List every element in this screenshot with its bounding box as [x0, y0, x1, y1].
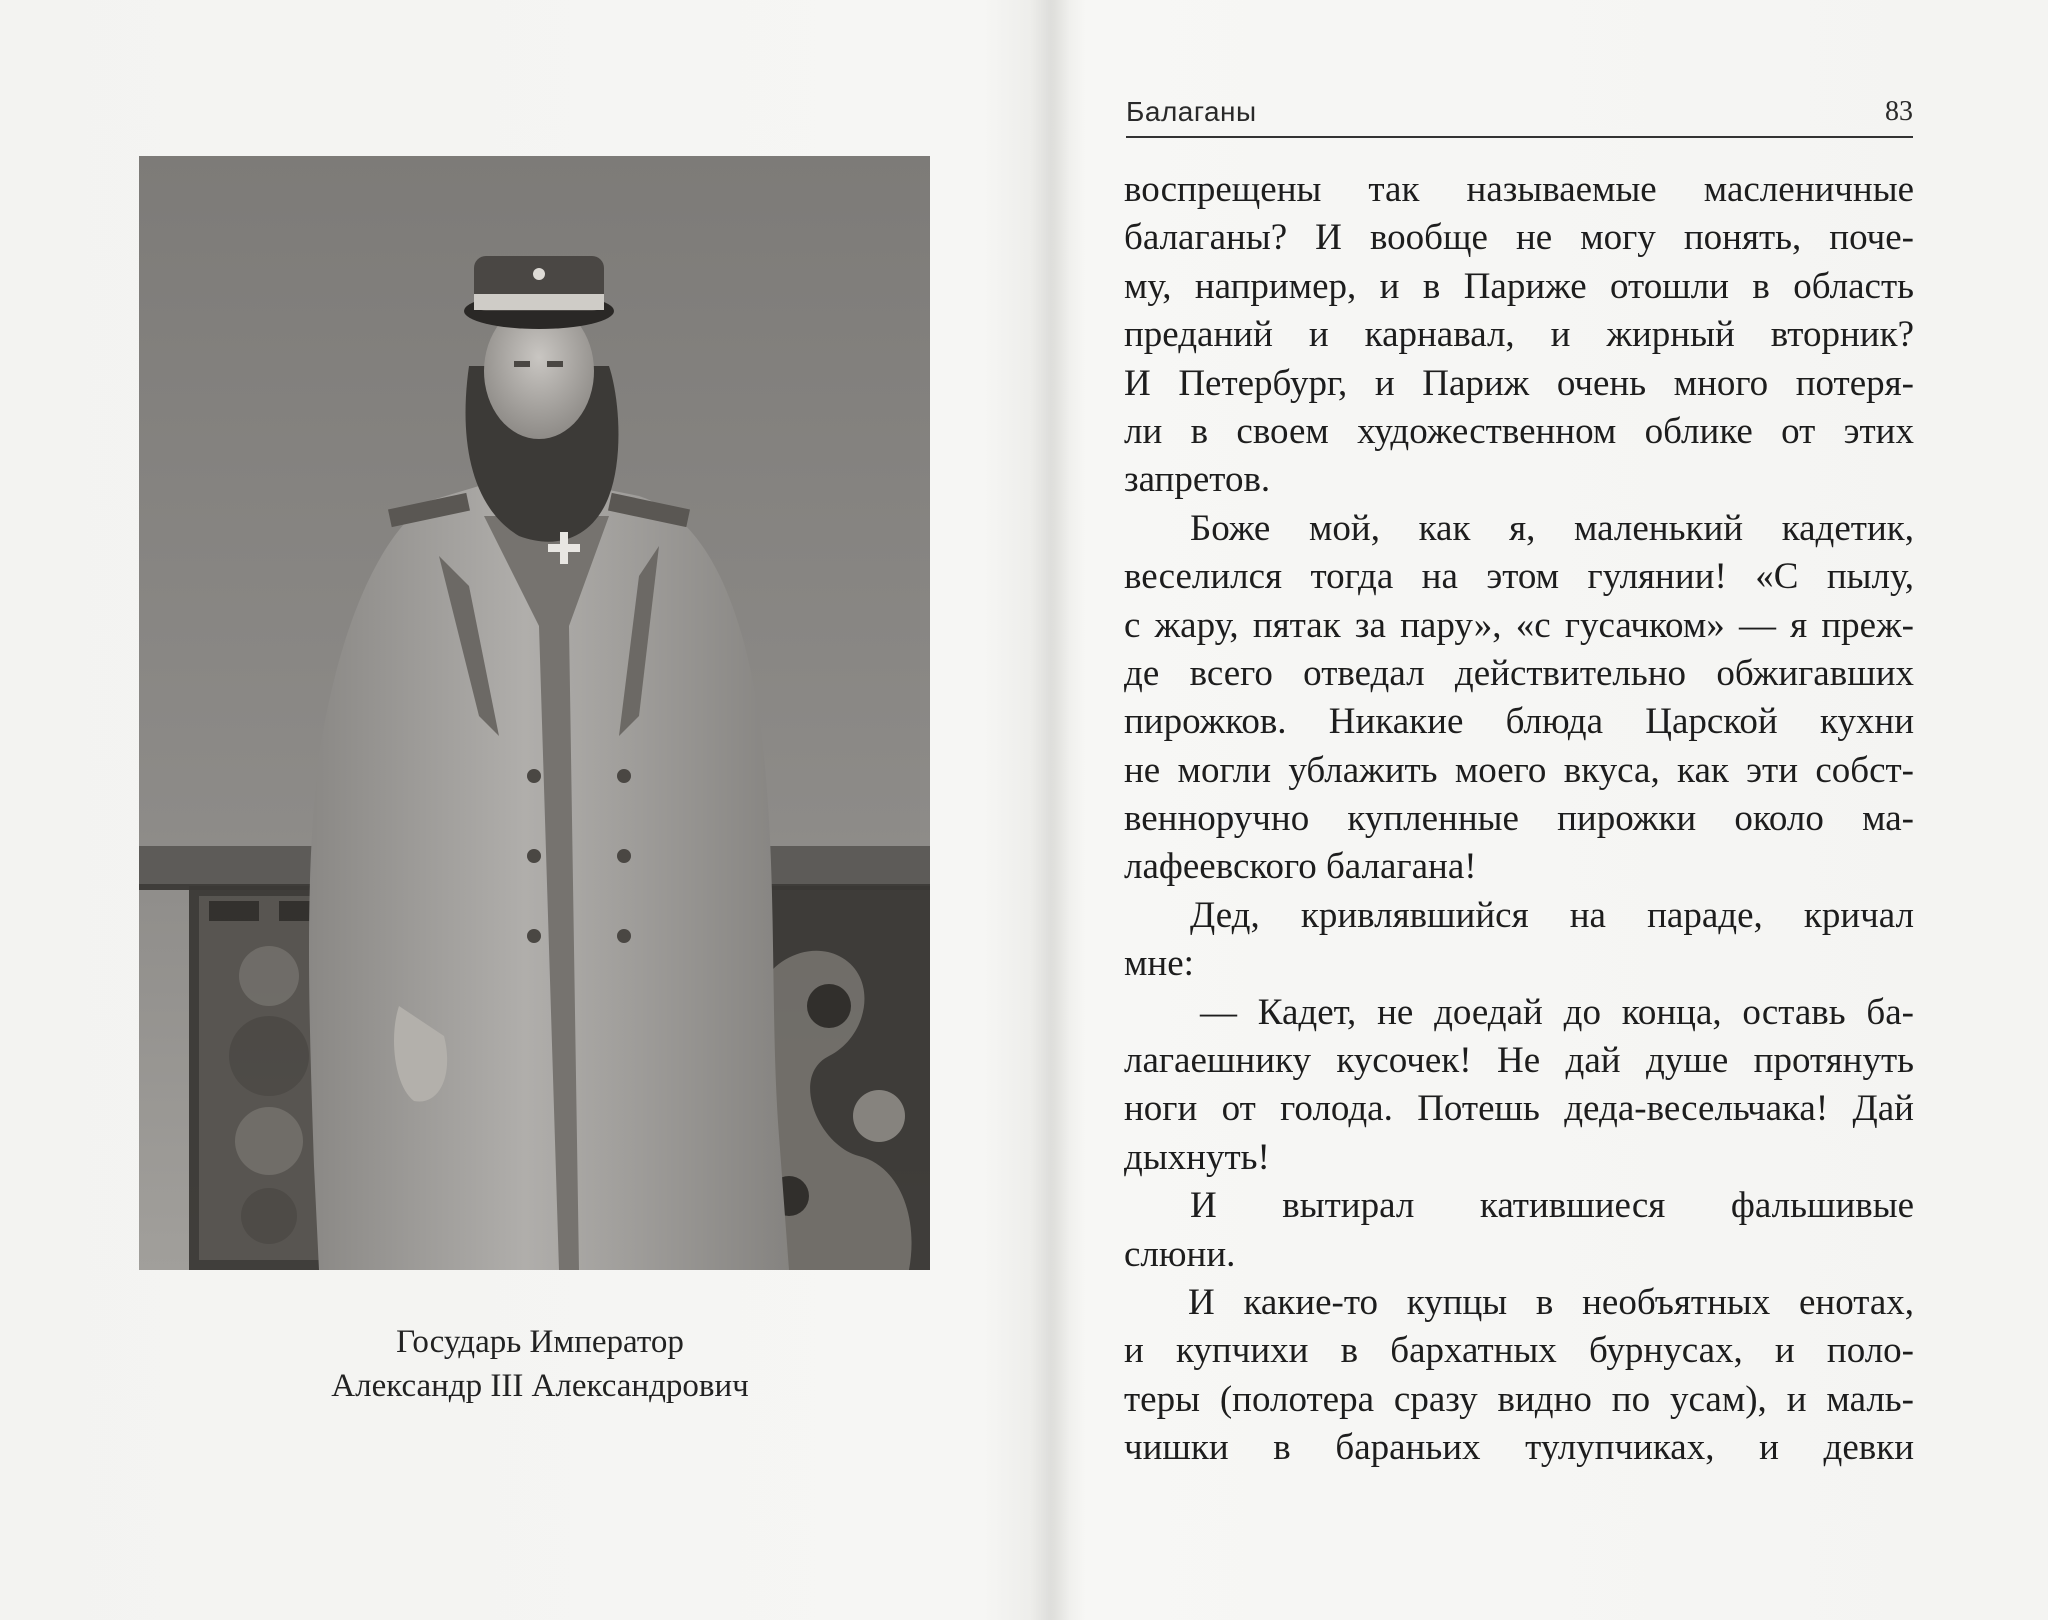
text-line: запретов. [1124, 459, 1271, 501]
text-line: дыхнуть! [1124, 1136, 1270, 1178]
text-line: ноги от голода. Потешь деда-весельчака! Дай [1124, 1088, 1914, 1130]
text-line: Боже мой, как я, маленький кадетик, [1190, 507, 1914, 549]
text-line: И Петербург, и Париж очень много потеря- [1124, 362, 1914, 404]
caption-line-2: Александр III Александрович [331, 1368, 749, 1404]
text-line: ли в своем художественном облике от этих [1124, 410, 1914, 452]
text-line: лагаешнику кусочек! Не дай душе протянуть [1124, 1040, 1914, 1082]
text-line: не могли ублажить моего вкуса, как эти собст- [1124, 749, 1914, 791]
text-line: преданий и карнавал, и жирный вторник? [1124, 314, 1914, 356]
text-line: мне: [1124, 943, 1194, 985]
text-line: воспрещены так называемые масленичные [1124, 169, 1914, 210]
text-line: теры (полотера сразу видно по усам), и маль- [1124, 1378, 1914, 1420]
text-line: му, например, и в Париже отошли в область [1124, 265, 1914, 307]
text-line: балаганы? И вообще не могу понять, поче- [1124, 217, 1914, 259]
text-line: слюни. [1124, 1233, 1236, 1275]
text-line: венноручно купленные пирожки около ма- [1124, 798, 1914, 840]
book-gutter [1030, 0, 1070, 1620]
text-line: веселился тогда на этом гулянии! «С пылу, [1124, 556, 1914, 598]
caption-line-1: Государь Император [396, 1324, 684, 1360]
text-line: де всего отведал действительно обжигавших [1124, 652, 1914, 694]
running-head [1126, 96, 1913, 138]
text-line: чишки в бараньих тулупчиках, и девки [1124, 1427, 1914, 1469]
page-number: 83 [1885, 96, 1913, 127]
text-line: с жару, пятак за пару», «с гусачком» — я преж- [1124, 604, 1914, 646]
portrait-photo [139, 156, 930, 1270]
body-text [1124, 166, 1914, 1473]
portrait-illustration [139, 156, 930, 1270]
text-line: пирожков. Никакие блюда Царской кухни [1124, 701, 1914, 743]
photo-caption [290, 1320, 790, 1408]
text-line: — Кадет, не доедай до конца, оставь ба- [1200, 991, 1914, 1033]
running-title: Балаганы [1126, 96, 1257, 127]
text-line: И какие-то купцы в необъятных енотах, [1188, 1281, 1914, 1323]
text-line: Дед, кривлявшийся на параде, кричал [1190, 894, 1914, 936]
text-line: и купчихи в бархатных бурнусах, и поло- [1124, 1330, 1914, 1372]
text-line: лафеевского балагана! [1124, 846, 1477, 888]
text-line: И вытирал катившиеся фальшивые [1190, 1185, 1914, 1227]
